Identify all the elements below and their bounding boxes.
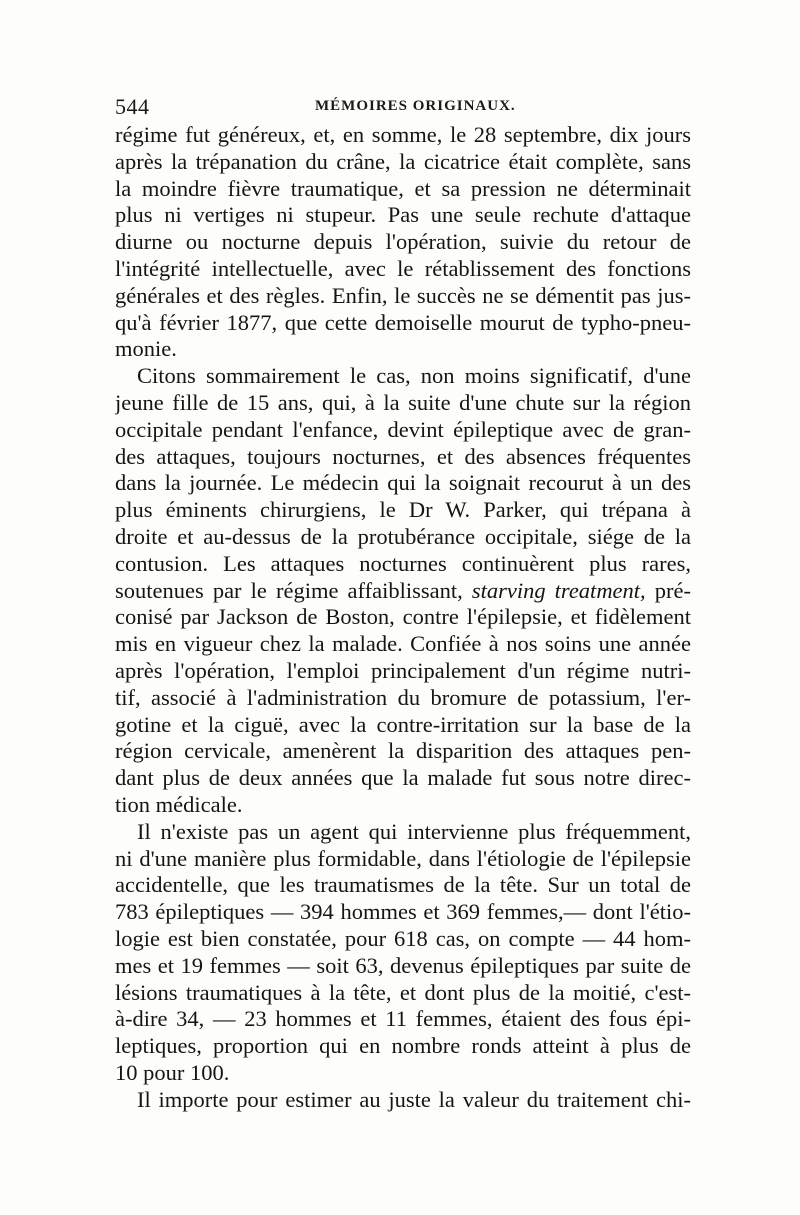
text-line: gotine et la ciguë, avec la contre-irritation sur la base de la	[115, 711, 691, 737]
text-line: contusion. Les attaques nocturnes continuèrent plus rares,	[115, 550, 691, 576]
text-line: droite et au-dessus de la protubérance occipitale, siége de la	[115, 523, 691, 549]
text-line: qu'à février 1877, que cette demoiselle mourut de typho-pneu-	[115, 309, 691, 335]
text-line: l'intégrité intellectuelle, avec le rétablissement des fonctions	[115, 255, 691, 281]
text-line: Citons sommairement le cas, non moins significatif, d'une	[137, 363, 691, 389]
text-line: après l'opération, l'emploi principalement d'un régime nutri-	[115, 657, 691, 683]
text-line: diurne ou nocturne depuis l'opération, suivie du retour de	[115, 229, 691, 255]
text-line: accidentelle, que les traumatismes de la tête. Sur un total de	[115, 872, 691, 898]
page-header	[115, 94, 691, 118]
text-line: monie.	[115, 336, 177, 362]
text-line: dant plus de deux années que la malade fut sous notre direc-	[115, 765, 691, 791]
text-line: régime fut généreux, et, en somme, le 28 septembre, dix jours	[115, 122, 691, 147]
text-line: conisé par Jackson de Boston, contre l'épilepsie, et fidèlement	[115, 604, 691, 630]
text-line: logie est bien constatée, pour 618 cas, on compte — 44 hom-	[115, 925, 691, 951]
text-line: lésions traumatiques à la tête, et dont plus de la moitié, c'est-	[115, 979, 691, 1005]
body-text	[115, 122, 691, 1113]
text-line: générales et des règles. Enfin, le succès ne se démentit pas jus-	[115, 282, 691, 308]
text-line: tif, associé à l'administration du bromure de potassium, l'er-	[115, 684, 691, 710]
text-line: après la trépanation du crâne, la cicatrice était complète, sans	[115, 148, 691, 174]
text-line: plus ni vertiges ni stupeur. Pas une seule rechute d'attaque	[115, 202, 691, 228]
text-line: mis en vigueur chez la malade. Confiée à nos soins une année	[115, 631, 691, 657]
text-line: 783 épileptiques — 394 hommes et 369 femmes,— dont l'étio-	[115, 899, 691, 925]
text-line-with-italic	[115, 578, 691, 605]
text-line: la moindre fièvre traumatique, et sa pression ne déterminait	[115, 175, 691, 201]
text-segment: pré-	[645, 577, 691, 603]
text-line: à-dire 34, — 23 hommes et 11 femmes, étaient des fous épi-	[115, 1006, 691, 1032]
italic-phrase: starving treatment,	[471, 577, 646, 603]
text-line: occipitale pendant l'enfance, devint épileptique avec de gran-	[115, 416, 691, 442]
text-line: Il importe pour estimer au juste la valeur du traitement chi-	[137, 1086, 691, 1112]
running-head: MÉMOIRES ORIGINAUX.	[315, 98, 516, 114]
text-line: des attaques, toujours nocturnes, et des absences fréquentes	[115, 443, 691, 469]
text-segment: soutenues par le régime affaiblissant,	[115, 577, 472, 603]
text-line: leptiques, proportion qui en nombre ronds atteint à plus de	[115, 1033, 691, 1059]
text-line: ni d'une manière plus formidable, dans l'étiologie de l'épilepsie	[115, 845, 691, 871]
text-line: plus éminents chirurgiens, le Dr W. Parker, qui trépana à	[115, 497, 691, 523]
text-line: jeune fille de 15 ans, qui, à la suite d'une chute sur la région	[115, 389, 691, 415]
page-number: 544	[115, 94, 150, 119]
text-line: tion médicale.	[115, 791, 243, 817]
text-line: dans la journée. Le médecin qui la soignait recourut à un des	[115, 470, 691, 496]
text-line: région cervicale, amenèrent la disparition des attaques pen-	[115, 738, 691, 764]
text-line: Il n'existe pas un agent qui intervienne plus fréquemment,	[137, 818, 691, 844]
text-line: mes et 19 femmes — soit 63, devenus épileptiques par suite de	[115, 952, 691, 978]
text-line: 10 pour 100.	[115, 1059, 230, 1085]
